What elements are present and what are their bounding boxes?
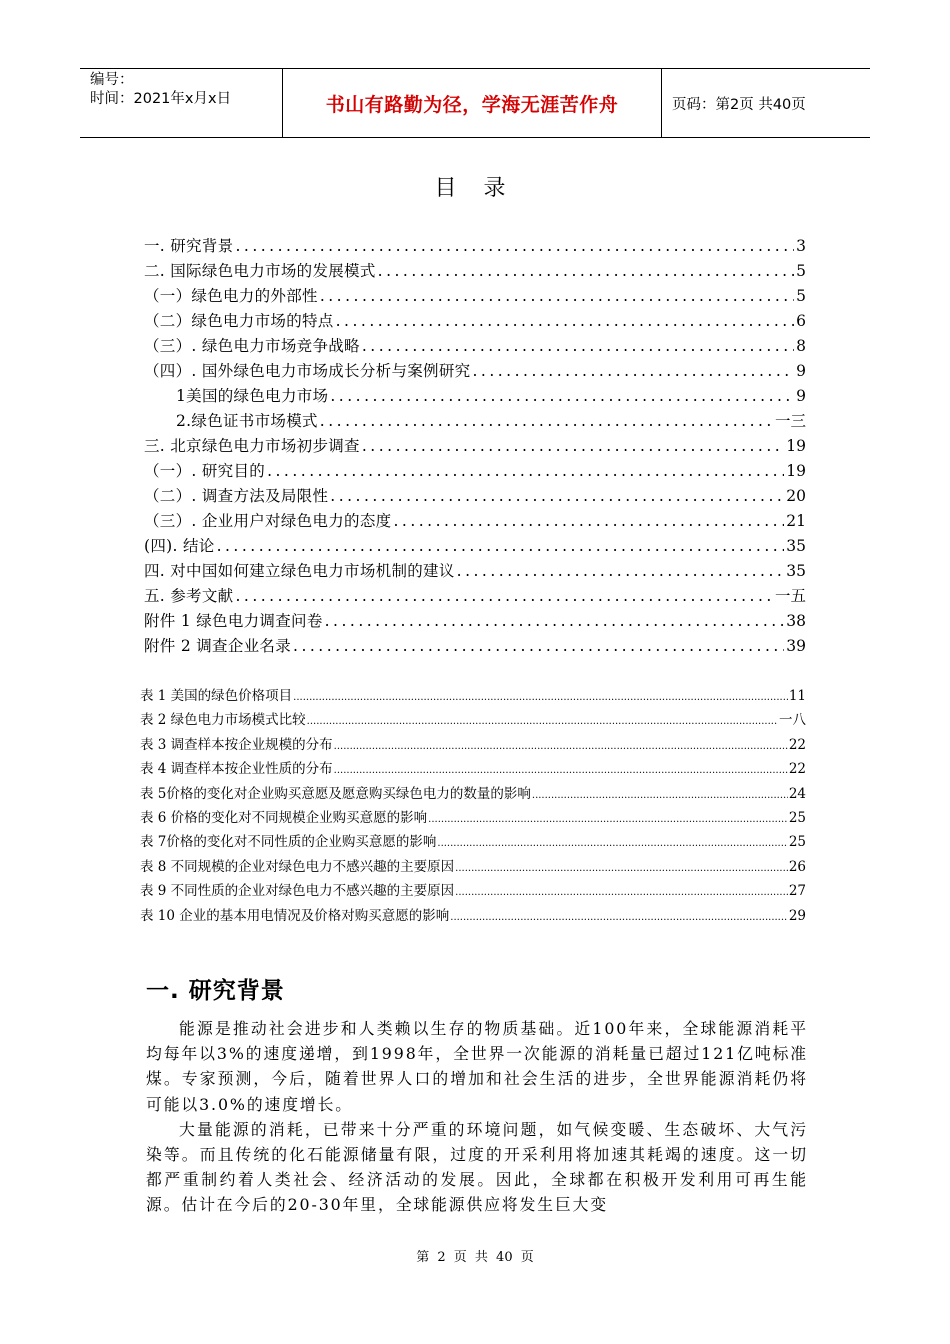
dot-leader [325,612,785,630]
dot-leader [393,512,784,530]
table-list-entry-label: 表 6 价格的变化对不同规模企业购买意愿的影响 [140,809,428,826]
dot-leader [428,814,788,825]
dot-leader [472,362,794,380]
table-list-entry[interactable] [140,708,806,732]
toc-entry[interactable] [144,334,806,359]
document-header [80,68,870,138]
dot-leader [235,587,773,605]
table-list-entry-page: 25 [788,834,806,851]
dot-leader [362,437,784,455]
toc-entry-page: 一五 [774,587,806,605]
table-list-entry[interactable] [140,757,806,781]
toc-entry-page: 3 [796,237,806,255]
toc-entry-page: 20 [786,487,806,505]
toc-entry-label: 2.绿色证书市场模式 [176,412,318,430]
table-list-entry-label: 表 3 调查样本按企业规模的分布 [140,736,333,753]
table-list-entry[interactable] [140,904,806,928]
toc-entry[interactable] [144,509,806,534]
section-body [146,1016,808,1218]
toc-entry-label: 一. 研究背景 [144,237,234,255]
toc-entry-label: 四. 对中国如何建立绿色电力市场机制的建议 [144,562,455,580]
toc-entry[interactable] [144,384,806,409]
dot-leader [437,838,787,849]
toc-entry-label: 附件 2 调查企业名录 [144,637,292,655]
toc-entry[interactable] [144,484,806,509]
header-meta [80,69,283,137]
toc-entry-label: （三）. 绿色电力市场竞争战略 [144,337,360,355]
toc-entry[interactable] [144,609,806,634]
table-list-entry-label: 表 10 企业的基本用电情况及价格对购买意愿的影响 [140,907,450,924]
toc-entry-label: （二）绿色电力市场的特点 [144,312,334,330]
toc-entry-page: 19 [786,437,806,455]
toc-entry-label: (四). 结论 [144,537,215,555]
toc-entry-label: （四）. 国外绿色电力市场成长分析与案例研究 [144,362,471,380]
toc-entry-label: （一）. 研究目的 [144,462,266,480]
table-list-entry[interactable] [140,733,806,757]
dot-leader [293,637,784,655]
dot-leader [362,337,794,355]
paragraph: 大量能源的消耗，已带来十分严重的环境问题，如气候变暖、生态破坏、大气污染等。而且传统的化石能源储量有限，过度的开采利用将加速其耗竭的速度。这一切都严重制约着人类社会、经济活动的发展。因此，全球都在积极开发利用可再生能源。估计在今后的20-30年里，全球能源供应将发生巨大变 [146,1119,808,1215]
table-list-entry-page: 27 [788,883,806,900]
page-footer: 第 2 页 共 40 页 [416,1250,534,1265]
table-list-entry-label: 表 4 调查样本按企业性质的分布 [140,761,333,778]
dot-leader [450,912,788,923]
table-list-entry[interactable] [140,684,806,708]
table-list-entry[interactable] [140,830,806,854]
table-list-entry-label: 表 2 绿色电力市场模式比较 [140,712,306,729]
dot-leader [334,741,788,752]
toc-entry[interactable] [144,409,806,434]
header-date: 时间：2021年x月x日 [90,91,232,107]
dot-leader [267,462,784,480]
dot-leader [293,692,788,703]
table-list-entry-label: 表 1 美国的绿色价格项目 [140,688,293,704]
toc-title: 目 录 [434,176,516,201]
table-list-entry-page: 22 [788,761,806,778]
table-of-contents [144,234,806,659]
table-list-entry[interactable] [140,879,806,903]
dot-leader [336,312,795,330]
header-motto: 书山有路勤为径，学海无涯苦作舟 [283,69,662,137]
toc-entry-label: （三）. 企业用户对绿色电力的态度 [144,512,392,530]
dot-leader [320,287,794,305]
dot-leader [307,716,778,727]
toc-entry-page: 21 [786,512,806,530]
toc-entry-label: 1美国的绿色电力市场 [176,387,329,405]
toc-entry-page: 5 [796,262,806,280]
dot-leader [330,387,794,405]
table-list-entry-page: 29 [788,907,806,924]
list-of-tables [140,684,806,928]
table-list-entry-label: 表 5价格的变化对企业购买意愿及愿意购买绿色电力的数量的影响 [140,785,531,802]
dot-leader [378,262,794,280]
toc-entry-page: 6 [796,312,806,330]
toc-entry-label: 三. 北京绿色电力市场初步调查 [144,437,360,455]
toc-entry-page: 38 [786,612,806,630]
table-list-entry-label: 表 8 不同规模的企业对绿色电力不感兴趣的主要原因 [140,858,455,875]
toc-entry-label: （一）绿色电力的外部性 [144,287,318,305]
dot-leader [235,237,794,255]
dot-leader [455,863,788,874]
toc-entry-label: 五. 参考文献 [144,587,234,605]
toc-entry[interactable] [144,259,806,284]
table-list-entry-page: 24 [788,785,806,802]
toc-entry[interactable] [144,359,806,384]
table-list-entry-page: 22 [788,736,806,753]
toc-entry-label: 附件 1 绿色电力调查问卷 [144,612,323,630]
toc-entry-page: 8 [796,337,806,355]
table-list-entry-page: 11 [788,688,806,704]
header-number-label: 编号： [90,72,134,88]
dot-leader [320,412,773,430]
toc-entry-page: 9 [796,387,806,405]
toc-entry-label: （二）. 调查方法及局限性 [144,487,329,505]
toc-entry[interactable] [144,234,806,259]
toc-entry-page: 35 [786,537,806,555]
dot-leader [334,765,788,776]
header-page-info: 页码：第2页 共40页 [672,96,806,113]
toc-entry-page: 9 [796,362,806,380]
dot-leader [457,562,785,580]
paragraph: 能源是推动社会进步和人类赖以生存的物质基础。近100年来，全球能源消耗平均每年以3%的速度递增，到1998年，全世界一次能源的消耗量已超过121亿吨标准煤。专家预测，今后，随着世界人口的增加和社会生活的进步，全世界能源消耗仍将可能以3.0%的速度增长。 [146,1019,808,1114]
table-list-entry-label: 表 7价格的变化对不同性质的企业购买意愿的影响 [140,834,437,851]
toc-entry[interactable] [144,534,806,559]
toc-entry-page: 39 [786,637,806,655]
toc-entry-page: 5 [796,287,806,305]
dot-leader [532,790,788,801]
table-list-entry[interactable] [140,855,806,879]
toc-entry[interactable] [144,284,806,309]
toc-entry-page: 19 [786,462,806,480]
toc-entry[interactable] [144,584,806,609]
toc-entry-page: 一三 [774,412,806,430]
dot-leader [330,487,784,505]
table-list-entry-label: 表 9 不同性质的企业对绿色电力不感兴趣的主要原因 [140,883,455,900]
toc-entry[interactable] [144,309,806,334]
table-list-entry-page: 一八 [779,712,806,729]
table-list-entry[interactable] [140,782,806,806]
dot-leader [455,887,788,898]
table-list-entry[interactable] [140,806,806,830]
table-list-entry-page: 26 [788,858,806,875]
dot-leader [217,537,785,555]
toc-entry-page: 35 [786,562,806,580]
section-heading: 一. 研究背景 [146,978,285,1004]
toc-entry[interactable] [144,559,806,584]
toc-entry-label: 二. 国际绿色电力市场的发展模式 [144,262,376,280]
toc-entry[interactable] [144,434,806,459]
table-list-entry-page: 25 [788,809,806,826]
toc-entry[interactable] [144,459,806,484]
toc-entry[interactable] [144,634,806,659]
